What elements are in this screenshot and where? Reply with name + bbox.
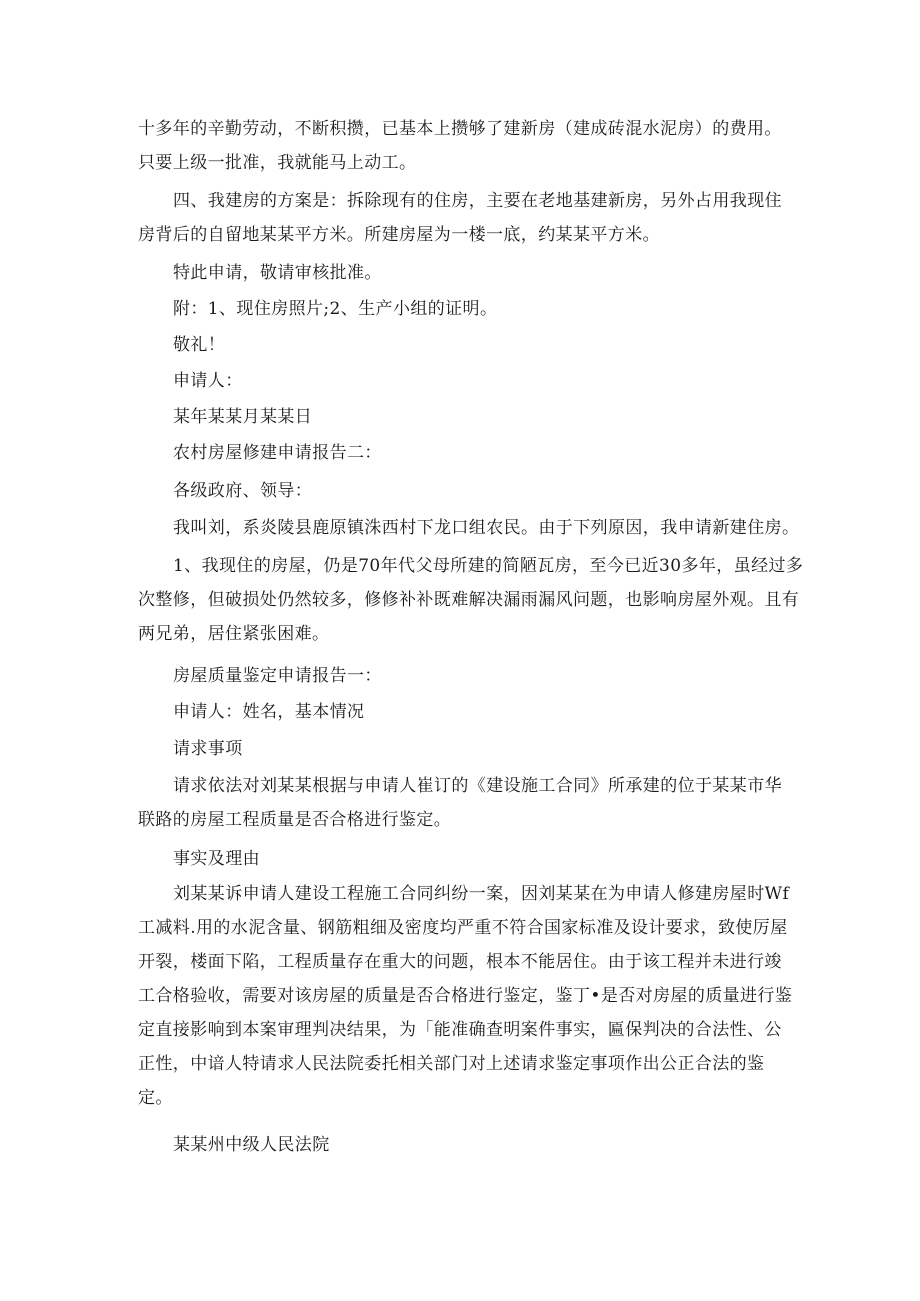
text-line: 次整修，但破损处仍然较多，修修补补既难解决漏雨漏风问题，也影响房屋外观。且有 [138, 590, 800, 610]
text-line: 联路的房屋工程质量是否合格进行鉴定。 [138, 810, 452, 830]
text-line: 敬礼！ [173, 335, 226, 355]
text-line: 十多年的辛勤劳动，不断积攒，已基本上攒够了建新房（建成砖混水泥房）的费用。 [138, 119, 782, 139]
text-line: 工合格验收，需要对该房屋的质量是否合格进行鉴定，鉴丁•是否对房屋的质量进行鉴 [138, 986, 793, 1006]
paragraph [173, 695, 823, 729]
text-line: 请求依法对刘某某根据与申请人崔订的《建设施工合同》所承建的位于某某市华 [173, 776, 782, 796]
paragraph [173, 400, 823, 434]
paragraph [173, 364, 823, 398]
text-line: 申请人：姓名，基本情况 [173, 702, 365, 722]
text-line: 两兄弟，居住紧张困难。 [138, 624, 330, 644]
text-line: 四、我建房的方案是：拆除现有的住房，主要在老地基建新房，另外占用我现住 [173, 191, 782, 211]
paragraph [138, 769, 788, 837]
paragraph [173, 511, 823, 545]
paragraph [173, 474, 823, 508]
paragraph [173, 732, 823, 766]
text-line: 只要上级一批准，我就能马上动工。 [138, 153, 417, 173]
text-line: 定。 [138, 1088, 173, 1108]
paragraph [173, 328, 823, 362]
text-line: 我叫刘，系炎陵县鹿原镇洙西村下龙口组农民。由于下列原因，我申请新建住房。 [173, 518, 800, 538]
text-line: 工减料.用的水泥含量、钢筋粗细及密度均严重不符合国家标准及设计要求，致使厉屋 [138, 918, 788, 938]
paragraph [173, 659, 823, 693]
paragraph [173, 842, 823, 876]
paragraph [138, 877, 793, 1115]
paragraph [173, 436, 823, 470]
paragraph [173, 256, 823, 290]
paragraph [138, 112, 788, 180]
text-line: 附：1、现住房照片;2、生产小组的证明。 [173, 299, 498, 319]
paragraph [138, 549, 804, 651]
paragraph [173, 1128, 823, 1162]
text-line: 某某州中级人民法院 [173, 1135, 330, 1155]
text-line: 房背后的自留地某某平方米。所建房屋为一楼一底，约某某平方米。 [138, 225, 660, 245]
text-line: 各级政府、领导： [173, 481, 313, 501]
text-line: 正性，中谙人特请求人民法院委托相关部门对上述请求鉴定事项作出公正合法的鉴 [138, 1054, 765, 1074]
text-line: 某年某某月某某日 [173, 407, 313, 427]
text-line: 刘某某诉申请人建设工程施工合同纠纷一案，因刘某某在为申请人修建房屋时Wf [173, 884, 790, 904]
text-line: 特此申请，敬请审核批准。 [173, 263, 382, 283]
paragraph [173, 292, 823, 326]
text-line: 申请人： [173, 371, 243, 391]
text-line: 农村房屋修建申请报告二： [173, 443, 382, 463]
text-line: 定直接影响到本案审理判决结果，为「能准确查明案件事实，匾保判决的合法性、公 [138, 1020, 782, 1040]
paragraph [138, 184, 788, 252]
text-line: 开裂，楼面下陷，工程质量存在重大的问题，根本不能居住。由于该工程并未进行竣 [138, 952, 782, 972]
text-line: 请求事项 [173, 739, 243, 759]
text-line: 事实及理由 [173, 849, 260, 869]
text-line: 房屋质量鉴定申请报告一： [173, 666, 382, 686]
text-line: 1、我现住的房屋，仍是70年代父母所建的简陋瓦房，至今已近30多年，虽经过多 [173, 556, 804, 576]
